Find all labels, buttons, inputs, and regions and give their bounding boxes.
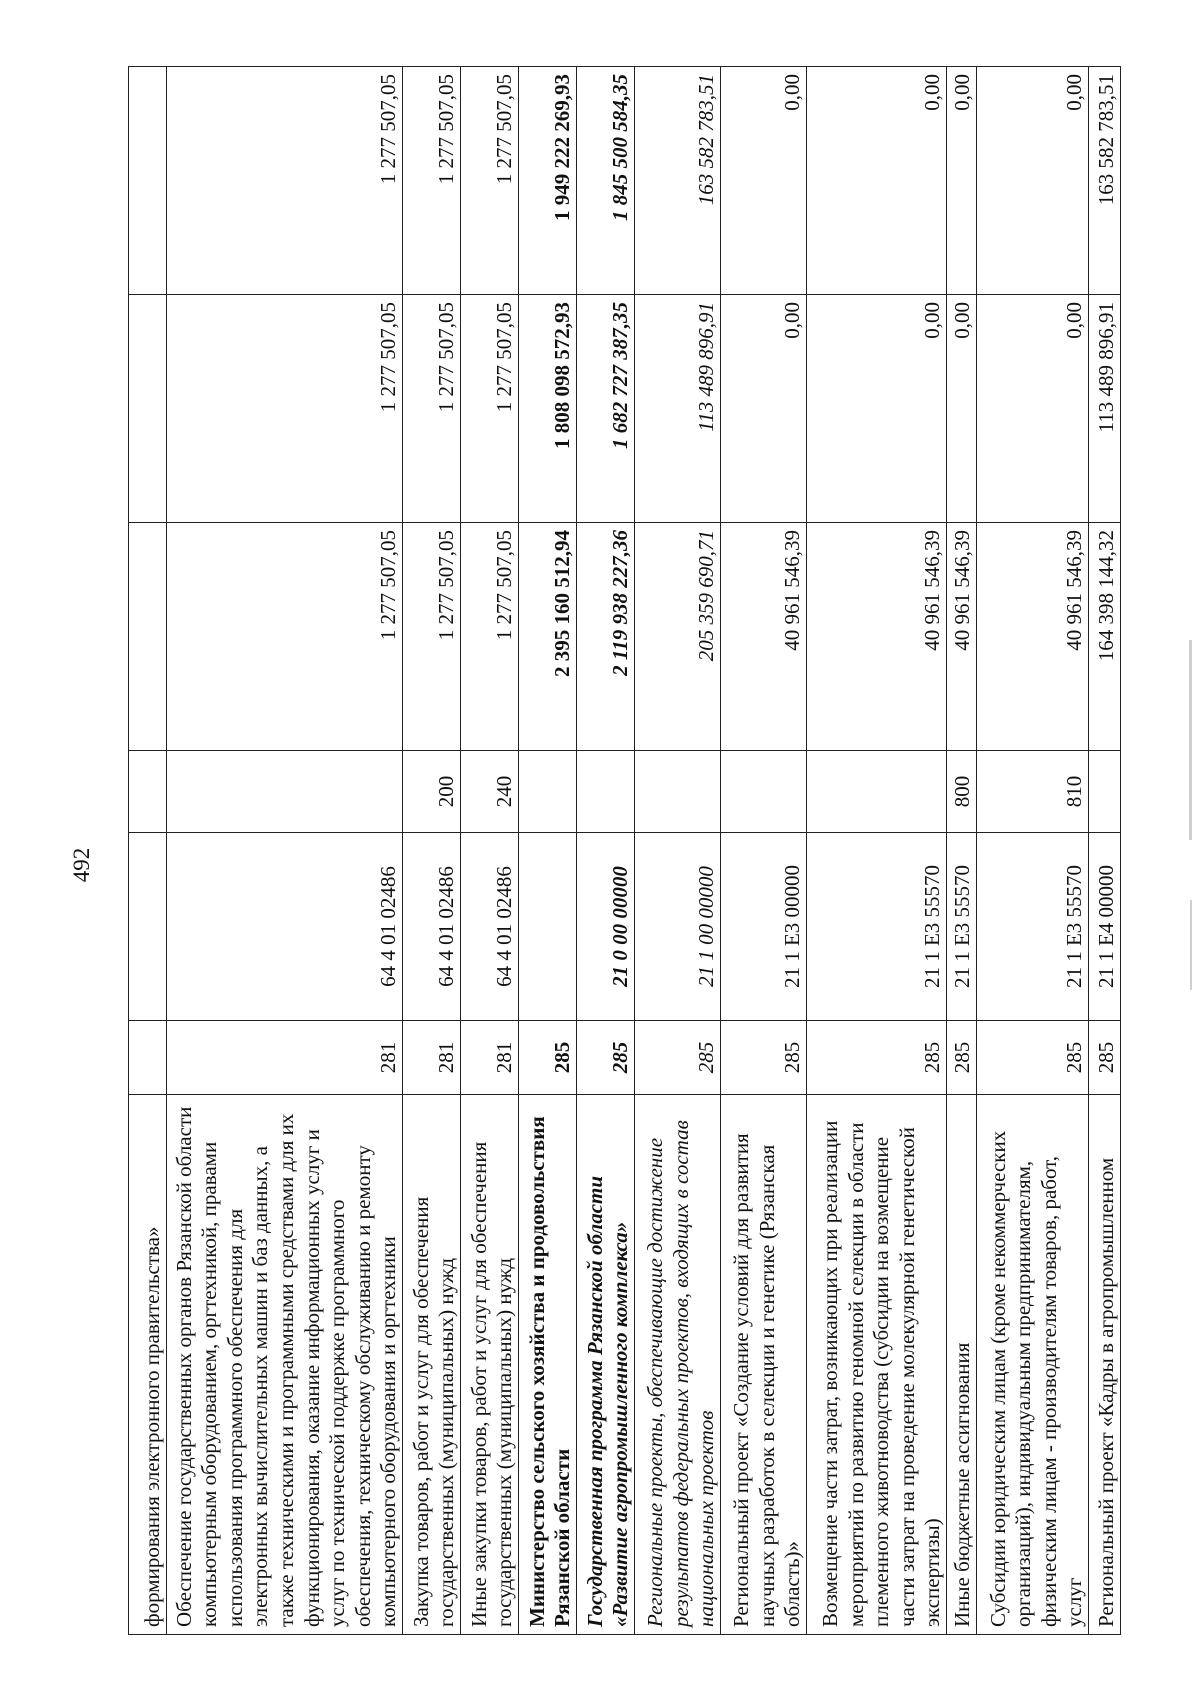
amount-year-1: 40 961 546,39 <box>947 523 977 751</box>
expense-type-code <box>167 751 403 833</box>
admin-code: 285 <box>721 1021 807 1095</box>
admin-code: 285 <box>577 1021 635 1095</box>
target-article-code <box>129 833 167 1021</box>
amount-year-2: 1 682 727 387,35 <box>577 295 635 523</box>
amount-year-3: 1 949 222 269,93 <box>519 67 577 295</box>
admin-code: 285 <box>947 1021 977 1095</box>
row-name: Субсидии юридическим лицам (кроме некоммерческих организаций), индивидуальным предпринимателям, физическим лицам - производителям товаров, работ, услуг <box>977 1095 1089 1635</box>
expense-type-code: 240 <box>461 751 519 833</box>
amount-year-1: 1 277 507,05 <box>461 523 519 751</box>
scan-artifact <box>1190 900 1192 990</box>
amount-year-3: 0,00 <box>807 67 947 295</box>
amount-year-2: 1 277 507,05 <box>403 295 461 523</box>
target-article-code: 21 1 E4 00000 <box>1089 833 1121 1021</box>
amount-year-1 <box>129 523 167 751</box>
row-name: Возмещение части затрат, возникающих при реализации мероприятий по развитию геномной селекции в области племенного животноводства (субсидии на возмещение части затрат на проведение молекулярной генетической экспертизы) <box>807 1095 947 1635</box>
amount-year-3: 1 277 507,05 <box>403 67 461 295</box>
table-row <box>461 67 519 1635</box>
target-article-code: 64 4 01 02486 <box>167 833 403 1021</box>
admin-code: 281 <box>403 1021 461 1095</box>
target-article-code: 64 4 01 02486 <box>403 833 461 1021</box>
amount-year-3 <box>129 67 167 295</box>
admin-code: 285 <box>1089 1021 1121 1095</box>
expense-type-code <box>1089 751 1121 833</box>
budget-table-sheet <box>128 67 1120 1635</box>
admin-code: 285 <box>635 1021 721 1095</box>
expense-type-code <box>129 751 167 833</box>
row-name: Региональный проект «Кадры в агропромышленном <box>1089 1095 1121 1635</box>
amount-year-1: 205 359 690,71 <box>635 523 721 751</box>
amount-year-2: 1 808 098 572,93 <box>519 295 577 523</box>
row-name: Закупка товаров, работ и услуг для обеспечения государственных (муниципальных) нужд <box>403 1095 461 1635</box>
table-row <box>947 67 977 1635</box>
amount-year-2: 0,00 <box>947 295 977 523</box>
table-row <box>519 67 577 1635</box>
target-article-code: 21 1 E3 55570 <box>947 833 977 1021</box>
expense-type-code <box>519 751 577 833</box>
scan-artifact <box>1189 640 1192 840</box>
row-name: Иные закупки товаров, работ и услуг для обеспечения государственных (муниципальных) нужд <box>461 1095 519 1635</box>
expense-type-code <box>807 751 947 833</box>
admin-code <box>129 1021 167 1095</box>
target-article-code: 21 1 E3 55570 <box>807 833 947 1021</box>
amount-year-3: 0,00 <box>721 67 807 295</box>
amount-year-3: 1 845 500 584,35 <box>577 67 635 295</box>
table-row <box>129 67 167 1635</box>
target-article-code: 21 1 E3 00000 <box>721 833 807 1021</box>
table-row <box>167 67 403 1635</box>
amount-year-3: 163 582 783,51 <box>635 67 721 295</box>
table-row <box>403 67 461 1635</box>
row-name: Обеспечение государственных органов Рязанской области компьютерным оборудованием, оргтехникой, правами использования программного обеспечения для электронных вычислительных машин и баз данных, а также техническими и программными средствами для их функционирования, оказание информационных услуг и услуг по технической поддержке программного обеспечения, техническому обслуживанию и ремонту компьютерного оборудования и оргтехники <box>167 1095 403 1635</box>
amount-year-2: 1 277 507,05 <box>167 295 403 523</box>
budget-table <box>128 66 1121 1635</box>
expense-type-code: 800 <box>947 751 977 833</box>
amount-year-2: 1 277 507,05 <box>461 295 519 523</box>
table-row <box>635 67 721 1635</box>
expense-type-code: 810 <box>977 751 1089 833</box>
amount-year-1: 40 961 546,39 <box>807 523 947 751</box>
table-row <box>721 67 807 1635</box>
target-article-code: 21 1 E3 55570 <box>977 833 1089 1021</box>
target-article-code: 21 0 00 00000 <box>577 833 635 1021</box>
amount-year-1: 164 398 144,32 <box>1089 523 1121 751</box>
amount-year-2: 113 489 896,91 <box>635 295 721 523</box>
admin-code: 285 <box>807 1021 947 1095</box>
table-row <box>1089 67 1121 1635</box>
amount-year-3: 1 277 507,05 <box>461 67 519 295</box>
table-row <box>577 67 635 1635</box>
amount-year-1: 2 119 938 227,36 <box>577 523 635 751</box>
amount-year-1: 1 277 507,05 <box>403 523 461 751</box>
amount-year-1: 40 961 546,39 <box>721 523 807 751</box>
amount-year-3: 163 582 783,51 <box>1089 67 1121 295</box>
amount-year-2 <box>129 295 167 523</box>
amount-year-1: 1 277 507,05 <box>167 523 403 751</box>
amount-year-2: 0,00 <box>977 295 1089 523</box>
row-name: Иные бюджетные ассигнования <box>947 1095 977 1635</box>
amount-year-3: 0,00 <box>947 67 977 295</box>
table-row <box>807 67 947 1635</box>
table-row <box>977 67 1089 1635</box>
target-article-code: 64 4 01 02486 <box>461 833 519 1021</box>
page-number: 492 <box>69 847 94 883</box>
row-name: формирования электронного правительства» <box>129 1095 167 1635</box>
expense-type-code <box>721 751 807 833</box>
amount-year-3: 0,00 <box>977 67 1089 295</box>
admin-code: 285 <box>977 1021 1089 1095</box>
expense-type-code <box>577 751 635 833</box>
row-name: Региональный проект «Создание условий для развития научных разработок в селекции и генетике (Рязанская область)» <box>721 1095 807 1635</box>
amount-year-1: 2 395 160 512,94 <box>519 523 577 751</box>
target-article-code: 21 1 00 00000 <box>635 833 721 1021</box>
expense-type-code: 200 <box>403 751 461 833</box>
amount-year-2: 113 489 896,91 <box>1089 295 1121 523</box>
admin-code: 285 <box>519 1021 577 1095</box>
amount-year-3: 1 277 507,05 <box>167 67 403 295</box>
amount-year-1: 40 961 546,39 <box>977 523 1089 751</box>
amount-year-2: 0,00 <box>721 295 807 523</box>
admin-code: 281 <box>461 1021 519 1095</box>
amount-year-2: 0,00 <box>807 295 947 523</box>
expense-type-code <box>635 751 721 833</box>
row-name: Министерство сельского хозяйства и продовольствия Рязанской области <box>519 1095 577 1635</box>
budget-table-body <box>129 67 1121 1635</box>
admin-code: 281 <box>167 1021 403 1095</box>
row-name: Государственная программа Рязанской области «Развитие агропромышленного комплекса» <box>577 1095 635 1635</box>
target-article-code <box>519 833 577 1021</box>
row-name: Региональные проекты, обеспечивающие достижение результатов федеральных проектов, входящих в состав национальных проектов <box>635 1095 721 1635</box>
